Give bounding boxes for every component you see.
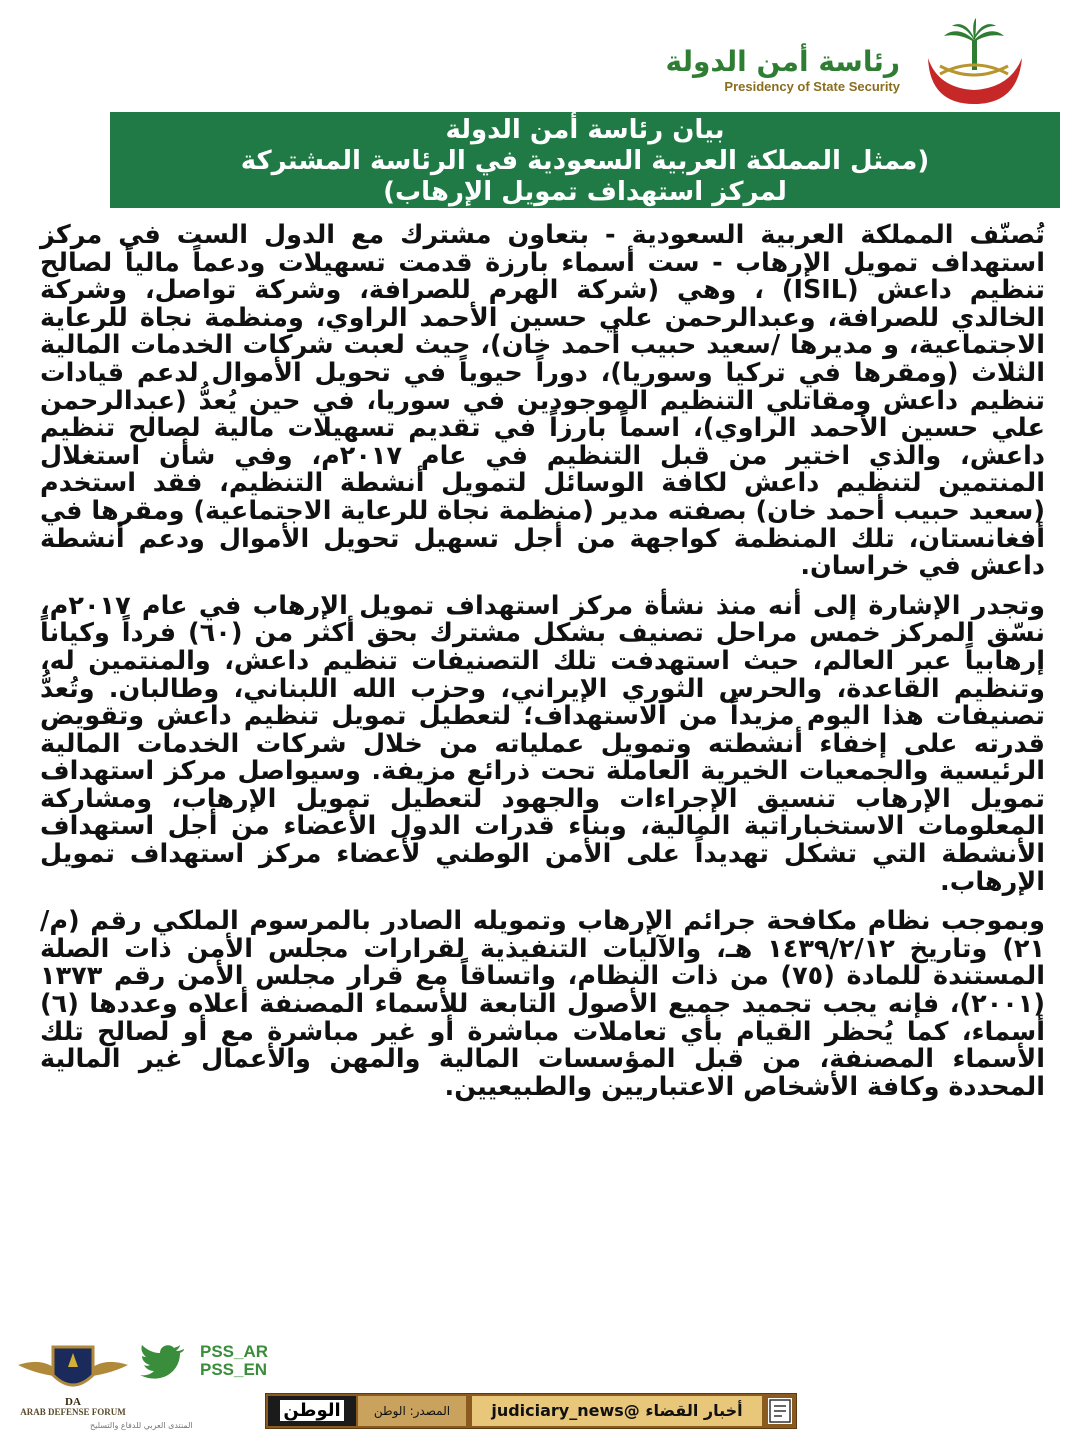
social-handles xyxy=(200,1343,268,1379)
document-icon xyxy=(768,1398,792,1424)
header xyxy=(440,18,1040,108)
forum-name: ARAB DEFENSE FORUM xyxy=(20,1407,126,1417)
title-line-3: لمركز استهداف تمويل الإرهاب) xyxy=(383,177,787,207)
body-paragraph-3: وبموجب نظام مكافحة جرائم الإرهاب وتمويله الصادر بالمرسوم الملكي رقم (م/ ٢١) وتاريخ ١٤٣٩/٢/١٢ هـ، والآليات التنفيذية لقرارات مجلس الأمن ذات الصلة المستندة للمادة (٧٥) من ذات النظام، واتساقاً مع قرار مجلس الأمن رقم ١٣٧٣ (٢٠٠١)، فإنه يجب تجميد جميع الأصول التابعة للأسماء المصنفة أعلاه وعددها (٦) أسماء، كما يُحظر القيام بأي تعاملات مباشرة أو غير مباشرة مع أو لصالح تلك الأسماء المصنفة، من قبل المؤسسات المالية والمهن والأعمال غير المالية المحددة وكافة الأشخاص الاعتباريين والطبيعيين. xyxy=(40,906,1046,1102)
body-paragraph-1: تُصنّف المملكة العربية السعودية - بتعاون مشترك مع الدول الست في مركز استهداف تمويل الإرهاب - ست أسماء بارزة قدمت تسهيلات ودعماً مالياً لصالح تنظيم داعش (ISIL) ، وهي (شركة الهرم للصرافة، وشركة تواصل، وشركة الخالدي للصرافة، وعبدالرحمن علي حسين الأحمد الراوي، ومنظمة نجاة للرعاية الاجتماعية، و مديرها /سعيد حبيب أحمد خان)، حيث لعبت شركات الخدمات المالية الثلاث (ومقرها في تركيا وسوريا)، دوراً حيوياً في تحويل الأموال لدعم قيادات تنظيم داعش ومقاتلي التنظيم الموجودين في سوريا، في حين يُعدُّ (عبدالرحمن علي حسين الأحمد الراوي)، اسماً بارزاً في تقديم تسهيلات مالية لصالح تنظيم داعش، والذي اختير من قبل التنظيم في عام ٢٠١٧م، وفي شأن استغلال المنتمين لتنظيم داعش لكافة الوسائل لتمويل أنشطة التنظيم، فقد استخدم (سعيد حبيب أحمد خان) بصفته مدير (منظمة نجاة للرعاية الاجتماعية) ومقرها في أفغانستان، تلك المنظمة كواجهة من أجل تسهيل تحويل الأموال ودعم أنشطة داعش في خراسان. xyxy=(40,220,1045,582)
handle-arabic-account[interactable]: PSS_AR xyxy=(200,1342,269,1361)
statement-body xyxy=(40,222,1045,1322)
org-name-english: Presidency of State Security xyxy=(724,79,900,94)
handle-english-account[interactable]: PSS_EN xyxy=(200,1360,268,1379)
source-label: المصدر: الوطن xyxy=(358,1396,466,1426)
org-name-arabic: رئاسة أمن الدولة xyxy=(665,45,900,78)
statement-title-banner xyxy=(110,112,1060,208)
title-line-1: بيان رئاسة أمن الدولة xyxy=(445,115,725,145)
title-line-2: (ممثل المملكة العربية السعودية في الرئاسة المشتركة xyxy=(240,146,930,176)
news-handle[interactable]: أخبار القضاء @judiciary_news xyxy=(472,1396,762,1426)
newspaper-logo: الوطن xyxy=(268,1396,356,1426)
organization-title xyxy=(666,46,900,96)
twitter-bird-icon xyxy=(140,1343,186,1379)
news-source-bar xyxy=(265,1393,797,1429)
forum-abbr: DA xyxy=(65,1396,81,1408)
footer xyxy=(0,1325,1080,1433)
forum-subtitle: المنتدى العربي للدفاع والتسليح xyxy=(90,1421,193,1430)
saudi-emblem-icon xyxy=(910,18,1040,108)
body-paragraph-2: وتجدر الإشارة إلى أنه منذ نشأة مركز استهداف تمويل الإرهاب في عام ٢٠١٧م، نسّق المركز خمس مراحل تصنيف بشكل مشترك بحق أكثر من (٦٠) فرداً وكياناً إرهابياً عبر العالم، حيث استهدفت تلك التصنيفات تنظيم داعش، والمنتمين له، وتنظيم القاعدة، والحرس الثوري الإيراني، وحزب الله اللبناني، وطالبان. وتُعدُّ تصنيفات هذا اليوم مزيداً من الاستهداف؛ لتعطيل تمويل تنظيم داعش وتقويض قدرته على إخفاء أنشطته وتمويل عملياته من خلال شركات الخدمات المالية الرئيسية والجمعيات الخيرية العاملة تحت ذرائع مزيفة. وسيواصل مركز استهداف تمويل الإرهاب تنسيق الإجراءات والجهود لتعطيل تمويل الإرهاب، ومشاركة المعلومات الاستخباراتية المالية، وبناء قدرات الدول الأعضاء من أجل استهداف الأنشطة التي تشكل تهديداً على الأمن الوطني لأعضاء مركز استهداف تمويل الإرهاب. xyxy=(40,590,1045,897)
